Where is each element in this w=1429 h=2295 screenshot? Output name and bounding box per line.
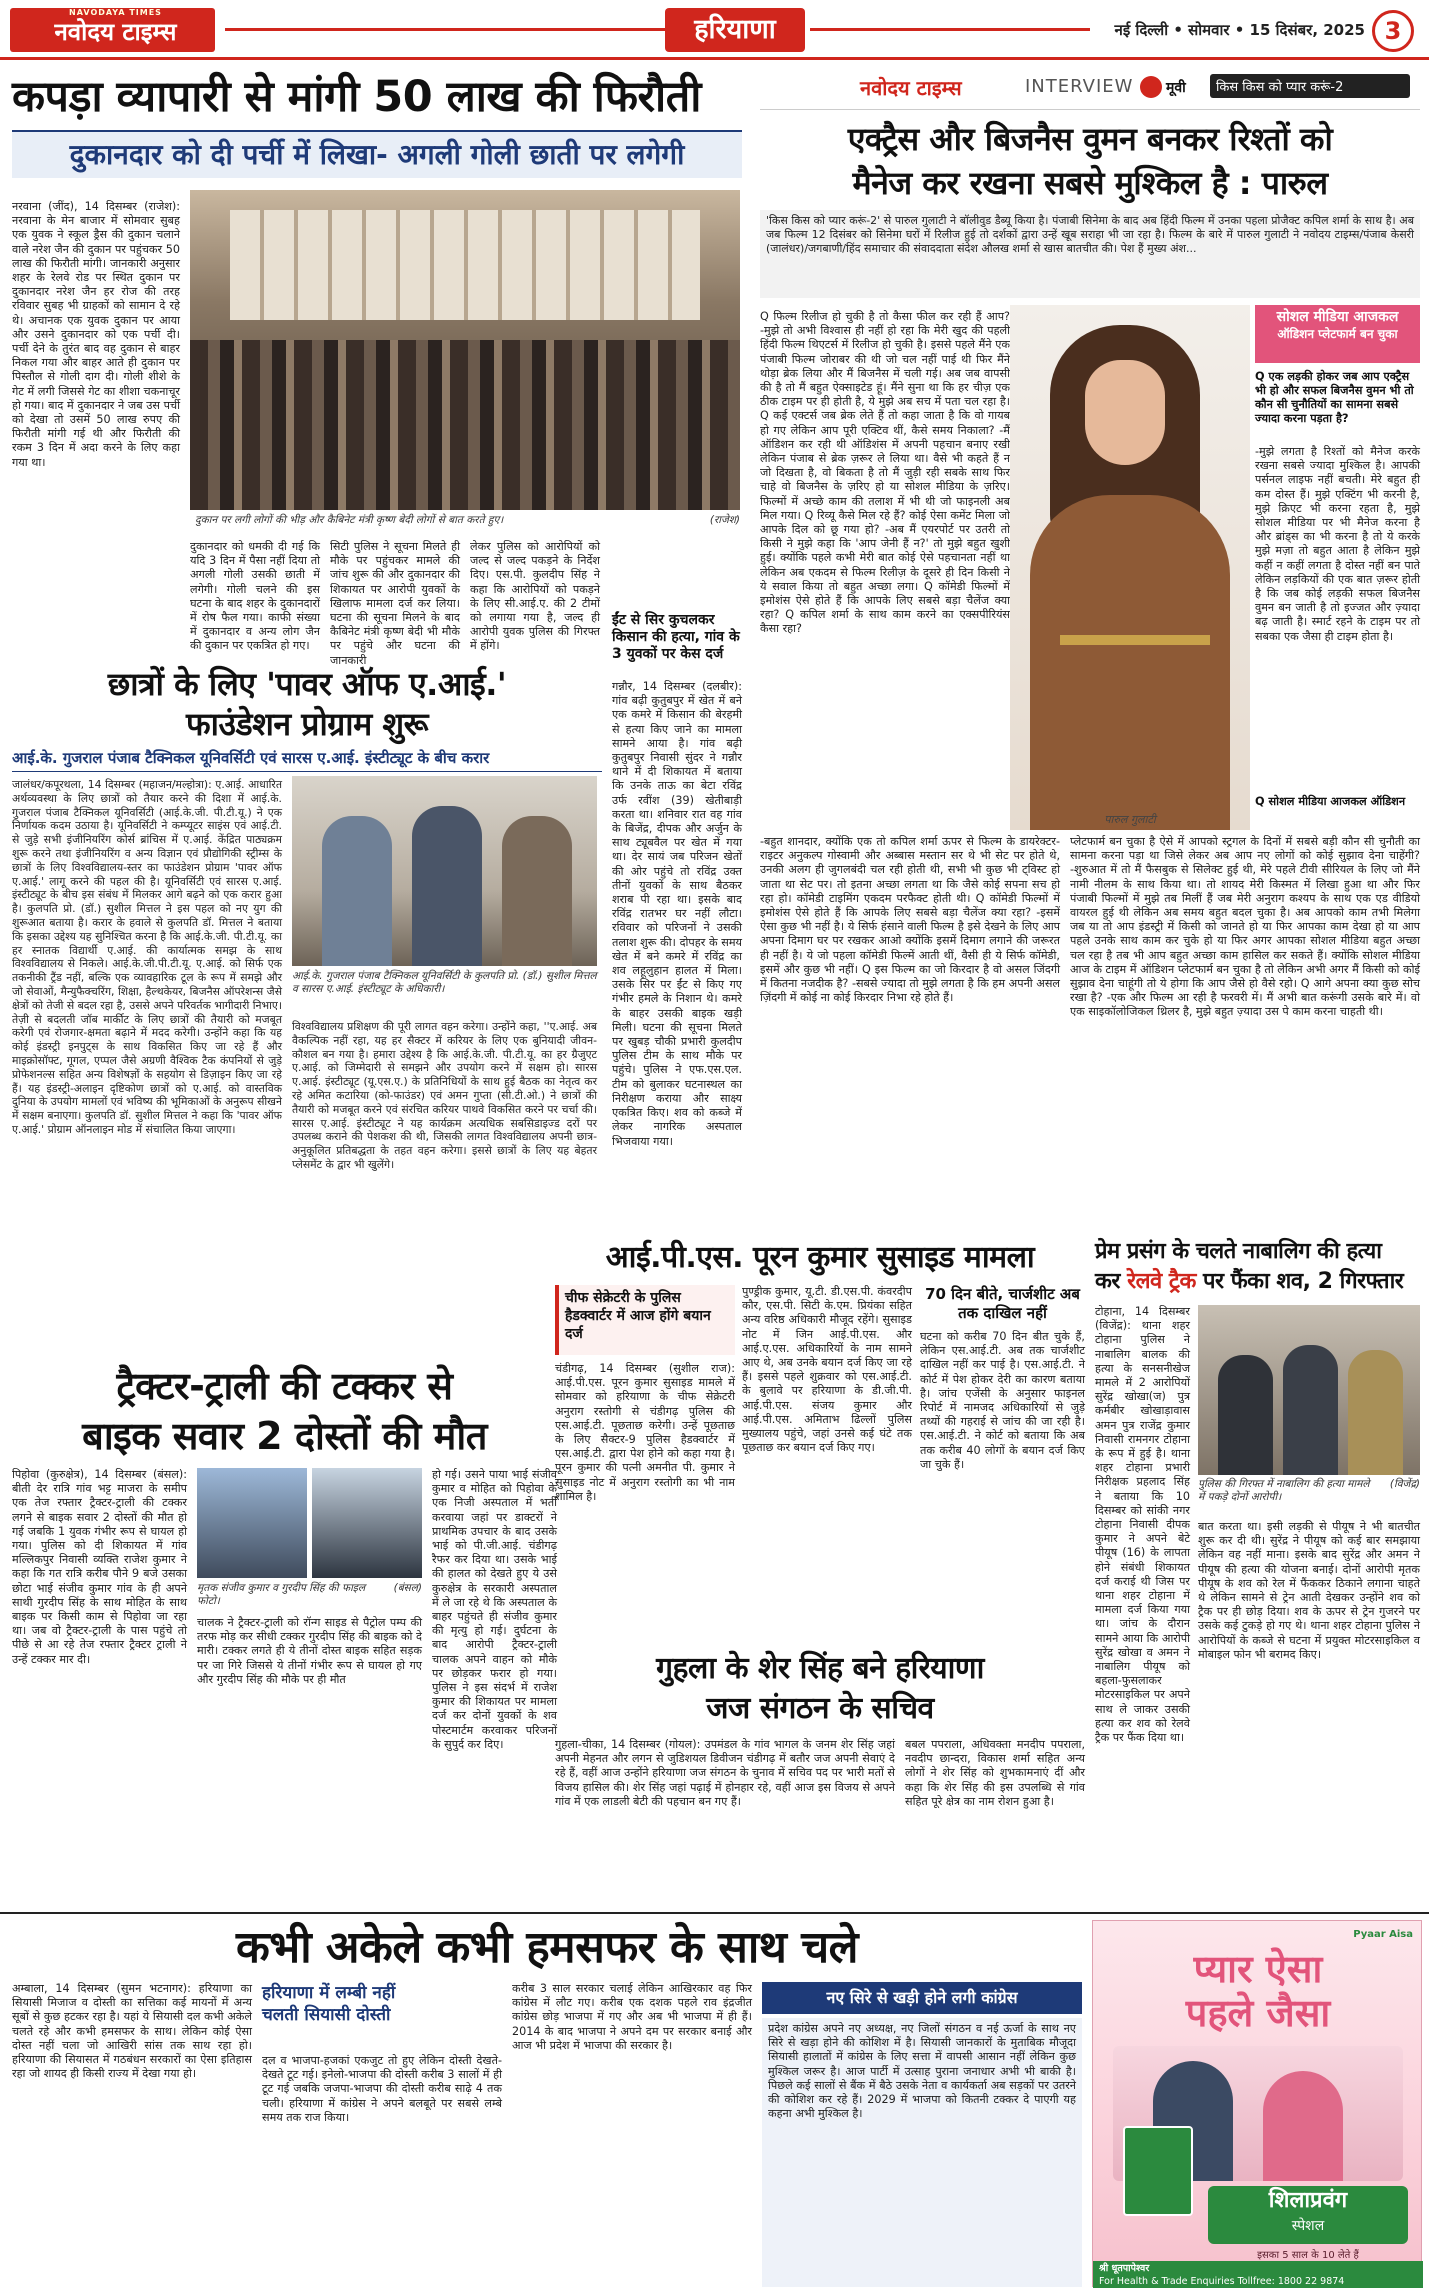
s5-photo-caption: पुलिस की गिरफ्त में नाबालिग की हत्या मामले में पकड़े दोनों आरोपी। bbox=[1198, 1478, 1370, 1503]
s2-headline-1: छात्रों के लिए 'पावर ऑफ ए.आई.' bbox=[107, 665, 507, 703]
logo-name: नवोदय टाइम्स bbox=[54, 18, 177, 46]
interview-brand: नवोदय टाइम्स bbox=[860, 76, 962, 100]
s8-subheading bbox=[262, 1982, 502, 2046]
ad-product-sub: स्पेशल bbox=[1291, 2218, 1325, 2234]
s8-col3: करीब 3 साल सरकार चलाई लेकिन आखिरकार वह फिर कांग्रेस में लौट गए। करीब एक दशक पहले राव इंद्रजीत कांग्रेस छोड़ भाजपा में गए और अब भी भाजपा में ही हैं। 2014 के बाद भाजपा ने अपने दम पर सरकार बनाई और आज भी प्रदेश में भाजपा की सरकार है। bbox=[512, 1982, 752, 2052]
s5-photo-person-1 bbox=[1218, 1355, 1273, 1475]
ad-product-name: शिलाप्रवंग bbox=[1268, 2188, 1348, 2213]
interview-photo-body bbox=[1030, 495, 1230, 830]
section-rule-right bbox=[810, 28, 1090, 31]
dateline: नई दिल्ली • सोमवार • 15 दिसंबर, 2025 bbox=[1114, 21, 1365, 39]
s1-subheadline: दुकानदार को दी पर्ची में लिखा- अगली गोली छाती पर लगेगी bbox=[12, 130, 742, 178]
s7-headline-1: गुहला के शेर सिंह बने हरियाणा bbox=[656, 1651, 984, 1686]
interview-headline-1: एक्ट्रैस और बिजनैस वुमन बनकर रिश्तों को bbox=[847, 120, 1333, 158]
interview-header bbox=[760, 70, 1420, 110]
interview-photo-belt bbox=[1060, 635, 1210, 645]
s6-headline-2: बाइक सवार 2 दोस्तों की मौत bbox=[82, 1414, 487, 1458]
s6-col1: पिहोवा (कुरुक्षेत्र), 14 दिसम्बर (बंसल): बीती देर रात्रि गांव भट्ट माजरा के समीप एक तेज रफ्तार ट्रैक्टर-ट्राली की टक्कर लगने से बाइक सवार 2 दोस्तों की मौत हो गई जबकि 1 युवक गंभीर रूप से घायल हो गया। पुलिस को दी शिकायत में गांव मल्लिकपुर निवासी व्यक्ति राजेश कुमार ने कहा कि गत रात्रि करीब पौने 9 बजे उसका छोटा भाई संजीव कुमार गांव के ही अपने साथी गुरदीप सिंह के साथ मोहित के साथ बाइक पर किसी काम से पिहोवा जा रहा था। जब वो ट्रैक्टर-ट्राली के पास पहुंचे तो पीछे से आ रहे तेज रफ्तार ट्रैक्टर ट्राली ने उन्हें टक्कर मार दी। bbox=[12, 1468, 187, 1666]
s1-col1: नरवाना (जींद), 14 दिसम्बर (राजेश): नरवाना के मेन बाजार में सोमवार सुबह एक युवक ने स्कूल ड्रैस की दुकान चलाने वाले नरेश जैन की दुकान पर पहुंचकर 50 लाख की फिरौती मांगी। जानकारी अनुसार शहर के रेलवे रोड पर स्थित दुकान पर दुकानदार नरेश जैन हर रोज की तरह रविवार सुबह भी ग्राहकों को सामान दे रहे थे। अचानक एक युवक दुकान पर आया और उसने दुकानदार को एक पर्ची दी। पर्ची देने के तुरंत बाद वह दुकान से बाहर निकल गया और बाहर आते ही दुकान पर पिस्तौल से गोली दाग दी। गोली शीशे के गेट में लगी जिससे गेट का शीशा चकनाचूर हो गया। बाद में दुकानदार ने जब उस पर्ची को देखा तो उसमें 50 लाख रुपए की फिरौती मांगी गई थी और फिरौती की रकम 3 दिन में अदा करने के लिए कहा गया था। bbox=[12, 200, 180, 469]
s4-highlight-box bbox=[555, 1285, 735, 1355]
interview-right-question: Q एक लड़की होकर जब आप एक्ट्रैस भी हो और सफल बिजनैस वुमन भी तो कौन सी चुनौतियों का सामना सबसे ज्यादा करना पड़ता है? bbox=[1255, 370, 1414, 425]
ad-brand: Pyaar Aisa bbox=[1353, 1929, 1413, 1940]
s8-sub-2: चलती सियासी दोस्ती bbox=[262, 2005, 391, 2025]
interview-full-bottom-left: -बहुत शानदार, क्योंकि एक तो कपिल शर्मा ऊपर से फिल्म के डायरेक्टर-राइटर अनुकल्प गोस्वामी और अब्बास मस्तान सर थे भी सेट पर होते थे, उनकी अलग ही जुगलबंदी चल रही होती थी, सभी भी कुछ भी ट्विस्ट हो जाता था सेट पर। तो इतना अच्छा लगता था कि जैसे कोई सपना सच हो रहा हो। कॉमेडी टाइमिंग एकदम परफैक्ट होती थी। Q कॉमेडी फिल्मों में इमोशंस ऐसे होते हैं कि आपके लिए सबसे बड़ा चैलेंज क्या रहा? -इसमें ऐसा कुछ भी नहीं है। ये सिर्फ हंसाने वाली फिल्म है इसे देखने के लिए आप अपना दिमाग घर पर रखकर आओ क्योंकि इसमें दिमाग लगाने की जरूरत ही नहीं है। ये जो पहला कॉमेडी फिल्में आती थीं, वैसी ही ये सिर्फ कॉमेडी, इसमें और कुछ भी नहीं। Q इस फिल्म का जो किरदार है वो असल जिंदगी में कितना नजदीक है? -सबसे ज्यादा तो मुझे लगता है कि हम अपनी असल ज़िंदगी में कोई ना कोई किरदार निभा रहे होते हैं। bbox=[760, 835, 1060, 1005]
masthead bbox=[0, 0, 1429, 60]
interview-full-bottom-right: प्लेटफार्म बन चुका है ऐसे में आपको स्ट्रगल के दिनों में सबसे बड़ी कौन सी चुनौती का सामना करना पड़ा था जिसे लेकर अब आप नए लोगों को कोई सुझाव देना चाहेंगी? -शुरुआत में तो मैं फैसबुक से सिलेक्ट हुई थी, मेरे पहले टीवी सीरियल के लिए जो मैंने नामी नीलम के साथ किया था। तो शायद मेरी किस्मत में लिखा हुआ था और फिर पंजाबी फिल्मों में मुझे तब मिलीं हैं जब मेरी अनुराग कश्यप के साथ एक एड वीडियो वायरल हुई थी लेकिन अब समय बहुत बदल चुका है। अब आपको काम तभी मिलेगा जब या तो आप इंडस्ट्री में किसी को जानते हो या फिर आपका काम देखा हो या आप पहले उनके साथ काम कर चुके हो या फिर अगर आपका सोशल मीडिया बहुत अच्छा चल रहा है तब भी आप बहुत अच्छा काम हासिल कर सकते हैं। क्योंकि सोशल मीडिया आज के टाइम में ऑडिशन प्लेटफार्म बन चुका है तो लेकिन अभी अगर मैं किसी को कोई सुझाव देना चाहूंगी तो ये होगा कि आप जैसे हो वैसे रहो। Q आगे अपना क्या कुछ सोच रखा है? -एक और फिल्म आ रही है फरवरी में। मैं अभी बात करूंगी उसके बारे में। वो एक साइकॉलोजिकल थ्रिलर है, मुझे बहुत ज़्यादा उस पे काम करना चाहती थी। bbox=[1070, 835, 1420, 1019]
s5-headline: प्रेम प्रसंग के चलते नाबालिग की हत्या bbox=[1095, 1239, 1382, 1264]
s1-photo-storefront bbox=[230, 210, 700, 320]
s5-headline-2c: पर फैंका शव, 2 गिरफ्तार bbox=[1203, 1269, 1404, 1294]
film-reel-icon bbox=[1140, 76, 1162, 98]
s4-headline: आई.पी.एस. पूरन कुमार सुसाइड मामला bbox=[605, 1240, 1035, 1275]
s8-box-title: नए सिरे से खड़ी होने लगी कांग्रेस bbox=[762, 1982, 1082, 2014]
s4-highlight-text: चीफ सेक्रेटरी के पुलिस हैडक्वार्टर में आज होंगे बयान दर्ज bbox=[565, 1290, 711, 1342]
page-number: 3 bbox=[1372, 10, 1414, 52]
s8-headline: कभी अकेले कभी हमसफर के साथ चले bbox=[235, 1922, 859, 1973]
s8-col2: दल व भाजपा-हजकां एकजुट तो हुए लेकिन दोस्ती देखते-देखते टूट गई। इनेलो-भाजपा की दोस्ती करीब 3 सालों में ही टूट गई जबकि जजपा-भाजपा की दोस्ती करीब साढ़े 4 तक चली। हरियाणा में कांग्रेस ने अपने बलबूते पर सबसे लम्बे समय तक राज किया। bbox=[262, 2054, 502, 2124]
s1-photo-credit: (राजेश) bbox=[709, 514, 740, 526]
s1-photo-crowd bbox=[190, 340, 740, 510]
s8-sub-1: हरियाणा में लम्बी नहीं bbox=[262, 1983, 396, 2003]
s7-col2: बबल पपराला, अधिवक्ता मनदीप पपराला, नवदीप छान्दरा, विकास शर्मा सहित अन्य लोगों ने शेर सिंह को शुभकामनाएं दीं और कहा कि शेर सिंह की इस उपलब्धि से गांव सहित पूरे क्षेत्र का नाम रोशन हुआ है। bbox=[905, 1738, 1085, 1808]
interview-label: INTERVIEW bbox=[1025, 76, 1134, 97]
s5-col1: टोहाना, 14 दिसम्बर (विजेंद्र): थाना शहर टोहाना पुलिस ने नाबालिग बालक की हत्या के सनसनीखेज मामले में 2 आरोपियों सुरेंद्र खोखा(ज) पुत्र कर्मबीर खोखाड़ावास अमन पुत्र राजेंद्र कुमार निवासी रामनगर टोहाना के रूप में हुई है। थाना शहर टोहाना प्रभारी निरीक्षक प्रहलाद सिंह ने बताया कि 10 दिसम्बर को सांकी नगर टोहाना निवासी दीपक कुमार ने अपने बेटे पीयूष (16) के लापता होने संबंधी शिकायत दर्ज कराई थी जिस पर थाना शहर टोहाना में मामला दर्ज किया गया था। जांच के दौरान सामने आया कि आरोपी सुरेंद्र खोखा व अमन ने नाबालिग पीयूष को बहला-फुसलाकर मोटरसाइकिल पर अपने साथ ले जाकर उसकी हत्या कर शव को रेलवे ट्रैक पर फैंक दिया था। bbox=[1095, 1305, 1190, 1745]
ad-company: श्री धूतपापेश्वर bbox=[1099, 2263, 1150, 2274]
interview-photo-face bbox=[1085, 360, 1165, 465]
s2-col-a: जालंधर/कपूरथला, 14 दिसम्बर (महाजन/मल्होत्रा): ए.आई. आधारित अर्थव्यवस्था के लिए छात्रों को तैयार करने की दिशा में आई.के. गुजराल पंजाब टैक्निकल यूनिवर्सिटी (आई.के.जी. पी.टी.यू.) ने एक निर्णायक कदम उठाया है। यूनिवर्सिटी ने कम्प्यूटर साइंस एवं आई.टी. से जुड़े सभी इंजीनियरिंग कोर्स ब्रांचिस में ए.आई. केंद्रित पाठ्यक्रम शुरू करने तथा इंजीनियरिंग व अन्य विज्ञान एवं प्रौद्योगिकी स्ट्रीम्स के छात्रों के लिए विश्वविद्यालय-स्तर का फाउंडेशन प्रोग्राम 'पावर ऑफ ए.आई.' लागू करने की पहल की है। यूनिवर्सिटी एवं सारस ए.आई. इंस्टीट्यूट के बीच इस संबंध में मिलकर आगे बढ़ने को एक करार हुआ है। कुलपति प्रो. (डॉ.) सुशील मित्तल ने इस पहल को नए युग की शुरूआत बताया है। करार के हवाले से कुलपति डॉ. मित्तल ने बताया कि इसका उद्देश्य यह सुनिश्चित करना है कि आई.के.जी. पी.टी.यू. का हर स्नातक विद्यार्थी ए.आई. की कार्यात्मक समझ के साथ विश्वविद्यालय से निकले। आई.के.जी.पी.टी.यू. ए.आई. को सिर्फ एक तकनीकी ट्रैंड नहीं, बल्कि एक व्यावहारिक टूल के रूप में समझे और जो सेवाओं, मैन्युफैक्चरिंग, शिक्षा, हैल्थकेयर, बिजनैस ऑपरेशन्स जैसे क्षेत्रों को तेजी से बदल रहा है, उससे अपने परिवर्तक भागीदारी निभाए। तेज़ी से बदलती जॉब मार्कीट के लिए छात्रों की तैयारी को मजबूत करेगी एवं रोजगार-क्षमता बढ़ाने में मदद करेगी। उन्होंने कहा कि यह कोई इंडस्ट्री इनपुट्स के साथ विकसित किए जा रहे हैं और माइक्रोसॉफ्ट, गूगल, एप्पल जैसे अग्रणी वैश्विक टैक कंपनियों से जुड़े प्रोफेशनल्स सहित अन्य विशेषज्ञों के सहयोग से डिज़ाइन किए जा रहे हैं। यह इंडस्ट्री-अलाइन दृष्टिकोण छात्रों को ए.आई. को वास्तविक दुनिया के उपयोग मामलों एवं भविष्य की भूमिकाओं के अनुरूप सीखने में सक्षम बनाएगा। कुलपति डॉ. सुशील मित्तल ने कहा कि 'पावर ऑफ ए.आई.' प्रोग्राम ऑनलाइन मोड में संचालित किया जाएगा। bbox=[12, 778, 282, 1136]
section-label: हरियाणा bbox=[665, 8, 805, 52]
s5-photo-person-2 bbox=[1283, 1345, 1338, 1475]
interview-right-question-2: Q सोशल मीडिया आजकल ऑडिशन bbox=[1255, 795, 1406, 808]
ad-product-badge bbox=[1208, 2186, 1408, 2244]
s8-box-text: प्रदेश कांग्रेस अपने नए अध्यक्ष, नए जिलों संगठन व नई ऊर्जा के साथ नए सिरे से खड़ा होने की कोशिश में है। सियासी जानकारों के मुताबिक मौजूदा सियासी हालातों में कांग्रेस के लिए सत्ता में वापसी आसान नहीं लेकिन कुछ मुश्किल जरूर है। आज पार्टी में उत्साह पुराना जनाधार अभी भी बाकी है। पिछले कई सालों से बैंक में बैठे उसके नेता व कार्यकर्ता अब सड़कों पर उतरने की कोशिश कर रहे हैं। 2029 में भाजपा को कितनी टक्कर दे पाएगी यह कहना अभी मुश्किल है। bbox=[762, 2018, 1082, 2287]
s3-headline: ईंट से सिर कुचलकर किसान की हत्या, गांव के 3 युवकों पर केस दर्ज bbox=[612, 612, 740, 662]
s5-photo bbox=[1198, 1305, 1420, 1475]
ad-title-2: पहले जैसा bbox=[1185, 1991, 1331, 2035]
interview-headline-2: मैनेज कर रखना सबसे मुश्किल है : पारुल bbox=[852, 164, 1328, 202]
s3-body: गन्नौर, 14 दिसम्बर (दलबीर): गांव बढ़ी कुतुबपुर में खेत में बने एक कमरे में किसान की बेरहमी से हत्या किए जाने का मामला सामने आया है। गांव बढ़ी कुतुबपुर निवासी सुंदर ने गन्नौर थाने में दी शिकायत में बताया कि उनके ताऊ का बेटा रविंद्र उर्फ रवींश (39) खेतीबाड़ी करता था। शनिवार रात वह गांव के बिजेंद्र, दीपक और अर्जुन के साथ ट्यूबवैल पर खेत में गया था। देर सायं जब परिजन खेतों की ओर पहुंचे तो रविंद्र उक्त तीनों युवकों के साथ बैठकर शराब पी रहा था। इसके बाद रविंद्र रातभर घर नहीं लौटा। रविवार को परिजनों ने उसकी तलाश शुरू की। दोपहर के समय खेत में बने कमरे में रविंद्र का शव लहूलुहान हालत में मिला। उसके सिर पर ईंट से किए गए गंभीर हमले के निशान थे। कमरे के बाहर उसकी बाइक खड़ी मिली। घटना की सूचना मिलते पर खुबड़ चौकी प्रभारी कुलदीप पुलिस टीम के साथ मौके पर पहुंचे। पुलिस ने एफ.एस.एल. टीम को बुलाकर घटनास्थल का निरीक्षण कराया और साक्ष्य एकत्रित किए। शव को कब्जे में लेकर नागरिक अस्पताल भिजवाया गया। bbox=[612, 680, 742, 1148]
interview-col-right: -मुझे लगता है रिश्तों को मैनेज करके रखना सबसे ज्यादा मुश्किल है। आपकी पर्सनल लाइफ नहीं बचती। मेरे बहुत ही कम दोस्त हैं। मुझे एक्टिंग भी करनी है, मुझे क्रिएट भी करना रहता है, मुझे सोशल मीडिया पर भी मैनेज करना है और ब्रांड्स का भी करना है तो ये करके मुझे मज़ा तो बहुत आता है लेकिन मुझे कहीं न कहीं लगता है दोस्त नहीं बन पाते लेकिन लड़कियों की एक बात ज़रूर होती है कि जब कोई लड़की सफल बिजनैस वुमन बन जाती है तो इज्जत और ज़्यादा बढ़ जाती है। स्मार्ट रहने के टाइम पर तो सबका एक जैसा ही टाइम होता है। bbox=[1255, 445, 1420, 643]
s6-photo-1 bbox=[197, 1468, 307, 1578]
ad-product-pack bbox=[1123, 2126, 1193, 2216]
interview-photo-caption: पारुल गुलाटी bbox=[1104, 813, 1156, 826]
s2-photo-person-2 bbox=[412, 806, 482, 966]
s7-headline-2: जज संगठन के सचिव bbox=[706, 1691, 934, 1726]
ad[interactable] bbox=[1092, 1920, 1422, 2287]
s6-headline-1: ट्रैक्टर-ट्राली की टक्कर से bbox=[116, 1364, 453, 1408]
s6-col2: हो गई। उसने पाया भाई संजीव कुमार व मोहित को पिहोवा के एक निजी अस्पताल में भर्ती करवाया जहां पर डाक्टरों ने प्राथमिक उपचार के बाद उसके भाई को पी.जी.आई. चंडीगढ़ रैफर कर दिया था। उसके भाई की हालत को देखते हुए ये उसे कुरुक्षेत्र के सरकारी अस्पताल में ले जा रहे थे कि अस्पताल के बाहर पहुंचते ही संजीव कुमार की मृत्यु हो गई। दुर्घटना के बाद आरोपी ट्रैक्टर-ट्राली चालक अपने वाहन को मौके पर छोड़कर फरार हो गया। पुलिस ने इस संदर्भ में राजेश कुमार की शिकायत पर मामला दर्ज कर दोनों युवकों के शव पोस्टमार्टम करवाकर परिजनों के सुपुर्द कर दिए। bbox=[432, 1468, 557, 1751]
s7-col1: गुहला-चीका, 14 दिसम्बर (गोयल): उपमंडल के गांव भागल के जनम शेर सिंह जहां अपनी मेहनत और लगन से जुडिशयल डिवीजन चंडीगढ़ में बतौर जज अपनी सेवाएं दे रहे हैं, वहीं आज उन्होंने हरियाणा जज संगठन के चुनाव में सचिव पद पर भारी मतों से विजय हासिल की। शेर सिंह जहां पढ़ाई में होनहार रहे, वहीं आज इस विजय से अपने गांव में एक लाडली बेटी की पहचान बन गए हैं। bbox=[555, 1738, 895, 1808]
bottom-separator bbox=[0, 1912, 1429, 1914]
s8-col1: अम्बाला, 14 दिसम्बर (सुमन भटनागर): हरियाणा का सियासी मिजाज व दोस्ती का सत्तिका कई मायनों में अन्य सूबों से कुछ हटकर रहा है। यहां ये सियासी दल कभी अकेले चलते रहे और कभी हमसफर के साथ। लेकिन कोई ऐसा दोस्त नहीं चला जो आखिरी सांस तक साथ रहा हो। हरियाणा की सियासत में गठबंधन सरकारों का ऐसा इतिहास रहा जो शायद ही किसी राज्य में देखा गया हो। bbox=[12, 1982, 252, 2081]
s2-col-b: विश्वविद्यालय प्रशिक्षण की पूरी लागत वहन करेगा। उन्होंने कहा, ''ए.आई. अब वैकल्पिक नहीं रहा, यह हर सैक्टर में करियर के लिए एक बुनियादी जीवन-कौशल बन गया है। हमारा उद्देश्य है कि आई.के.जी. पी.टी.यू. का हर ग्रैजुएट ए.आई. को जिम्मेदारी से समझने और उपयोग करने में सक्षम हो। सारस ए.आई. इंस्टीट्यूट (यू.एस.ए.) के प्रतिनिधियों के साथ हुई बैठक का नेतृत्व कर रहे अमित कटारिया (को-फाउंडर) एवं अमन गुप्ता (सी.टी.ओ.) ने छात्रों की तैयारी को मजबूत करने एवं संरचित करियर पाथवे विकसित करने पर चर्चा की। सारस ए.आई. इंस्टीट्यूट ने यह कार्यक्रम अत्यधिक सबसिडाइज्ड दरों पर उपलब्ध कराने की पेशकश की थी, जिसकी लागत विश्वविद्यालय अपनी छात्र-अनुकूलित प्रतिबद्धता के तहत वहन करेगा। इससे छात्रों के लिए यह बेहतर प्लेसमेंट के द्वार भी खुलेंगे। bbox=[292, 1020, 597, 1171]
ad-title-1: प्यार ऐसा bbox=[1193, 1947, 1323, 1991]
s6-photo-caption: मृतक संजीव कुमार व गुरदीप सिंह की फाइल फोटो। bbox=[197, 1582, 366, 1607]
interview-box-title-1: सोशल मीडिया आजकल bbox=[1276, 309, 1399, 325]
s5-headline-2 bbox=[1095, 1268, 1420, 1296]
section-rule-left bbox=[225, 28, 665, 31]
ad-footer bbox=[1093, 2261, 1423, 2288]
interview-movie: किस किस को प्यार करूं-2 bbox=[1210, 74, 1410, 98]
interview-intro: 'किस किस को प्यार करूं-2' से पारुल गुलाटी ने बॉलीवुड डैब्यू किया है। पंजाबी सिनेमा के बाद अब हिंदी फिल्म में उनका पहला प्रोजैक्ट कपिल शर्मा के साथ है। अब जब फिल्म 12 दिसंबर को सिनेमा घरों में रिलीज हुई तो दर्शकों द्वारा उन्हें खूब सराहा भी जा रहा है। फिल्म के बारे में पारुल गुलाटी ने नवोदय टाइम्स/पंजाब केसरी (जालंधर)/जगबाणी/हिंद समाचार की संवाददाता संदेश औलख शर्मा से खास बातचीत की। पेश हैं मुख्य अंश... bbox=[760, 210, 1420, 298]
ad-woman bbox=[1263, 2071, 1343, 2181]
s4-side-headline: 70 दिन बीते, चार्जशीट अब तक दाखिल नहीं bbox=[925, 1285, 1080, 1322]
s5-col2: बात करता था। इसी लड़की से पीयूष ने भी बातचीत शुरू कर दी थी। सुरेंद्र ने पीयूष को कई बार समझाया लेकिन वह नहीं माना। इसके बाद सुरेंद्र और अमन ने पीयूष की हत्या की योजना बनाई। दोनों आरोपी मृतक पीयूष के शव को रेल में फैंककर ठिकाने लगाना चाहते थे लेकिन सामने से ट्रेन आती देखकर उन्होंने शव को ट्रैक पर ही छोड़ दिया। शव के ऊपर से ट्रेन गुजरने पर उसके कई टुकड़े हो गए थे। थाना शहर टोहाना पुलिस ने आरोपियों के कब्जे से घटना में प्रयुक्त मोटरसाइकिल व मोबाइल फोन भी बरामद किए। bbox=[1198, 1520, 1420, 1661]
s6-photo-credit: (बंसल) bbox=[393, 1582, 422, 1594]
interview-box-title-2: ऑडिशन प्लेटफार्म बन चुका bbox=[1277, 327, 1398, 341]
logo-tagline: NAVODAYA TIMES bbox=[69, 8, 162, 17]
s1-col4: लेकर पुलिस को आरोपियों को जल्द से जल्द पकड़ने के निर्देश दिए। एस.पी. कुलदीप सिंह ने कहा कि आरोपियों को पकड़ने के लिए सी.आई.ए. की 2 टीमों को लगाया गया है, जल्द ही आरोपी युवक पुलिस की गिरफ्त में होंगे। bbox=[470, 540, 600, 653]
s2-photo-person-1 bbox=[322, 816, 392, 966]
s1-photo bbox=[190, 190, 740, 510]
s5-photo-credit: (विजेंद्र) bbox=[1389, 1478, 1420, 1490]
s1-col2: दुकानदार को धमकी दी गई कि यदि 3 दिन में पैसा नहीं दिया तो अगली गोली उसकी छाती में लगेगी। गोली चलने की इस घटना के बाद शहर के दुकानदारों में रोष फैल गया। काफी संख्या में दुकानदार व अन्य लोग जैन की दुकान पर एकत्रित हो गए। bbox=[190, 540, 320, 653]
s2-headline-2: फाउंडेशन प्रोग्राम शुरू bbox=[185, 705, 428, 743]
s1-photo-caption: दुकान पर लगी लोगों की भीड़ और कैबिनेट मंत्री कृष्ण बेदी लोगों से बात करते हुए। bbox=[195, 514, 504, 526]
s4-col1: चंडीगढ़, 14 दिसम्बर (सुशील राज): आई.पी.एस. पूरन कुमार सुसाइड मामले में सोमवार को हरियाणा के चीफ सेक्रेटरी अनुराग रस्तोगी से चंडीगढ़ पुलिस की एस.आई.टी. पूछताछ करेगी। उन्हें पूछताछ के लिए सैक्टर-9 पुलिस हैडक्वार्टर में एस.आई.टी. द्वारा पेश होने को कहा गया है। पूरन कुमार की पत्नी अमनीत पी. कुमार ने सुसाइड नोट में अनुराग रस्तोगी का भी नाम शामिल है। bbox=[555, 1362, 735, 1503]
s5-photo-person-3 bbox=[1348, 1350, 1403, 1475]
s1-col3: सिटी पुलिस ने सूचना मिलते ही मौके पर पहुंचकर मामले की जांच शुरू की और दुकानदार की शिकायत पर आरोपी युवकों के खिलाफ मामला दर्ज कर लिया। घटना की सूचना मिलने के बाद कैबिनेट मंत्री कृष्ण बेदी भी मौके पर पहुंचे और घटना की जानकारी bbox=[330, 540, 460, 667]
interview-photo bbox=[1010, 305, 1250, 830]
s6-col3: चालक ने ट्रैक्टर-ट्राली को रॉन्ग साइड से पैट्रोल पम्प की तरफ मोड़ कर सीधी टक्कर गुरदीप सिंह की बाइक को दे मारी। टक्कर लगते ही ये तीनों दोस्त बाइक सहित सड़क पर जा गिरे जिससे ये तीनों गंभीर रूप से घायल हो गए और गुरदीप सिंह की मौके पर ही मौत bbox=[197, 1616, 422, 1686]
s1-headline: कपड़ा व्यापारी से मांगी 50 लाख की फिरौती bbox=[12, 72, 701, 122]
ad-tag: इसका 5 साल के 10 लेते हैं bbox=[1257, 2250, 1359, 2261]
interview-col-left: Q फिल्म रिलीज हो चुकी है तो कैसा फील कर रही हैं आप? -मुझे तो अभी विश्वास ही नहीं हो रहा कि मेरी खुद की पहली हिंदी फिल्म थिएटर्स में रिलीज हो चुकी है। इससे पहले मैंने एक पंजाबी फिल्म जोराबर की थी जो चल नहीं पाई थी फिर मैंने थोड़ा ब्रेक लिया और मैं बिजनैस में चली गई। अब जब वापसी की है तो मैं बहुत ऐक्साइटेड हूं। मैंने सुना था कि हर चीज़ एक ठीक टाइम पर ही होती है, ये मुझे अब सच में पता चल रहा है। Q कई एक्टर्स जब ब्रेक लेते हैं तो कहा जाता है कि वो गायब हो गए लेकिन आप पूरी एक्टिव थीं, कैसे समय निकाला? -मैं ऑडिशन कर रही थी ऑडिशंस में अपनी पहचान बनाए रखी लेकिन पंजाब से ब्रेक ज़रूर ले लिया था। वैसे भी कहते हैं न जो दिखता है, वो बिकता है तो मैं जुड़ी रही सबके साथ फिर चाहे वो बिजनैस के ज़रिए हो या सोशल मीडिया के ज़रिए। फिल्मों में अच्छे काम की तलाश में भी थी जो फाइनली अब मिल गया। Q रिव्यू कैसे मिल रहे हैं? कोई ऐसा कमेंट मिला जो आपके दिल को छू गया हो? -अब मैं एयरपोर्ट पर उतरी तो किसी ने मुझे कहा कि 'आप जेनी हैं न?' तो मुझे बहुत खुशी हुई। क्योंकि पहले कभी मेरी बात कोई ऐसे पहचानता नहीं था लेकिन अब एकदम से फिल्म रिलीज़ के दूसरे ही दिन किसी ने ये सवाल किया तो बहुत अच्छा लगा। Q कॉमेडी फिल्मों में इमोशंस ऐसे होते हैं कि आपके लिए सबसे बड़ा चैलेंज क्या रहा? Q कपिल शर्मा के साथ काम करने का एक्सपीरियंस कैसा रहा? bbox=[760, 310, 1010, 636]
interview-box-title bbox=[1255, 305, 1420, 363]
s5-headline-2b: रेलवे ट्रैक bbox=[1127, 1269, 1196, 1294]
s5-headline-2a: कर bbox=[1095, 1269, 1120, 1294]
s4-col3: घटना को करीब 70 दिन बीत चुके हैं, लेकिन एस.आई.टी. अब तक चार्जशीट दाखिल नहीं कर पाई है। एस.आई.टी. ने कोर्ट में पेश होकर देरी का कारण बताया है। जांच एजेंसी के अनुसार फाइनल रिपोर्ट में नामजद अधिकारियों से जुड़े तथ्यों की गहराई से जांच की जा रही है। एस.आई.टी. ने कोर्ट को बताया कि अब तक करीब 40 लोगों के बयान दर्ज किए जा चुके हैं। bbox=[920, 1330, 1085, 1471]
ad-line: For Health & Trade Enquiries Tollfree: 1800 22 9874 bbox=[1099, 2276, 1345, 2287]
s2-photo-person-3 bbox=[502, 816, 572, 966]
masthead-logo bbox=[10, 8, 215, 52]
s6-photo-2 bbox=[312, 1468, 422, 1578]
s2-photo bbox=[292, 776, 597, 966]
s4-col2: पुण्ड्रीक कुमार, यू.टी. डी.एस.पी. कंवरदीप कौर, एस.पी. सिटी के.एम. प्रियंका सहित अन्य वरिष्ठ अधिकारी मौजूद रहेंगे। सुसाइड नोट में जिन आई.पी.एस. और आई.ए.एस. अधिकारियों के नाम सामने आए थे, अब उनके बयान दर्ज किए जा रहे हैं। इससे पहले शुक्रवार को एस.आई.टी. के बुलावे पर हरियाणा के डी.जी.पी. आई.पी.एस. संजय कुमार और आई.पी.एस. अमिताभ ढिल्लों पुलिस मुख्यालय पहुंचे, जहां उनसे कई घंटे तक पूछताछ कर बयान दर्ज किए गए। bbox=[742, 1285, 912, 1455]
s2-photo-caption: आई.के. गुजराल पंजाब टैक्निकल यूनिवर्सिटी के कुलपति प्रो. (डॉ.) सुशील मित्तल व सारस ए.आई. इंस्टीट्यूट के अधिकारी। bbox=[292, 970, 597, 995]
s2-subheadline: आई.के. गुजराल पंजाब टैक्निकल यूनिवर्सिटी एवं सारस ए.आई. इंस्टीट्यूट के बीच करार bbox=[12, 748, 602, 772]
interview-movie-tag: मूवी bbox=[1166, 80, 1186, 96]
